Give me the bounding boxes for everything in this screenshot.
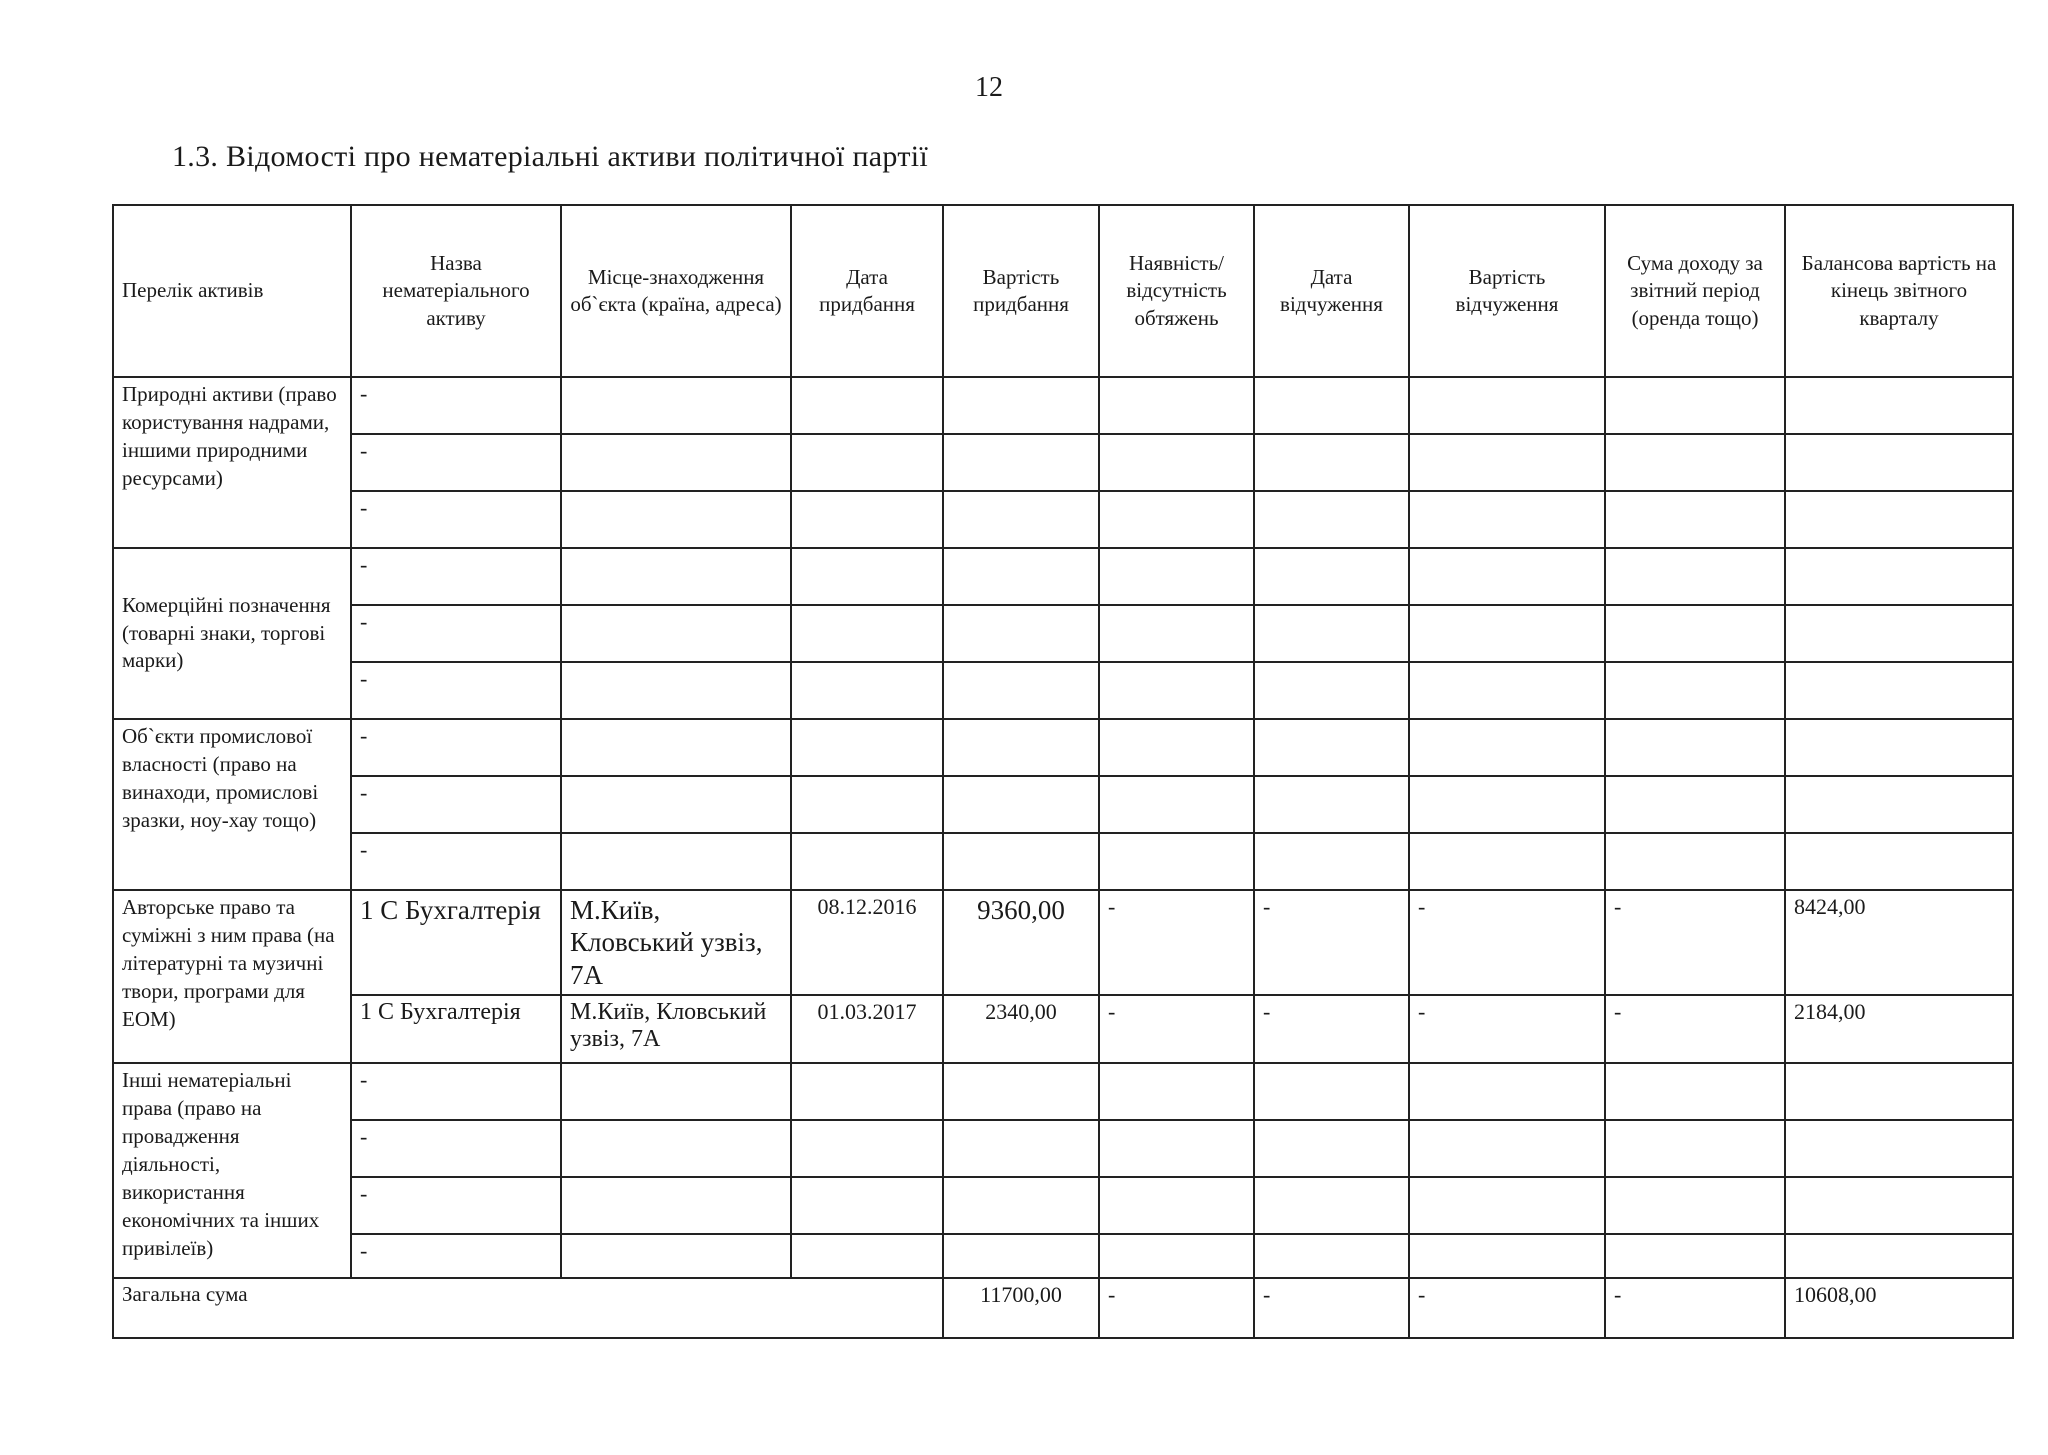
header-location: Місце-знаходження об`єкта (країна, адреса) (561, 205, 791, 377)
asset-name: 1 С Бухгалтерія (351, 995, 561, 1063)
header-income: Сума доходу за звітний період (оренда тощо) (1605, 205, 1785, 377)
dash-cell: - (351, 491, 561, 548)
balance-value: 8424,00 (1785, 890, 2013, 995)
table-row (113, 548, 2013, 605)
intangible-assets-table (112, 204, 2014, 1339)
dash-cell: - (351, 605, 561, 662)
table-row (113, 605, 2013, 662)
dash-cell: - (351, 662, 561, 719)
asset-name: 1 С Бухгалтерія (351, 890, 561, 995)
category-other-rights: Інші нематеріальні права (право на провадження діяльності, використання економічних та інших привілеїв) (113, 1063, 351, 1278)
dash-cell: - (351, 1063, 561, 1120)
category-commercial-designations: Комерційні позначення (товарні знаки, торгові марки) (113, 548, 351, 719)
header-balance: Балансова вартість на кінець звітного кварталу (1785, 205, 2013, 377)
dash-cell: - (351, 377, 561, 434)
encumbrance: - (1099, 995, 1254, 1063)
encumbrance: - (1099, 890, 1254, 995)
asset-location: М.Київ, Кловський узвіз, 7А (561, 890, 791, 995)
table-row (113, 662, 2013, 719)
dash-cell: - (351, 1234, 561, 1278)
dash-cell: - (351, 548, 561, 605)
dash-cell: - (351, 776, 561, 833)
balance-value: 2184,00 (1785, 995, 2013, 1063)
total-balance: 10608,00 (1785, 1278, 2013, 1338)
header-asset-list: Перелік активів (113, 205, 351, 377)
total-disposal-date: - (1254, 1278, 1409, 1338)
dash-cell: - (351, 1177, 561, 1234)
total-encumbrance: - (1099, 1278, 1254, 1338)
page-number: 12 (975, 72, 1003, 103)
table-row (113, 377, 2013, 434)
table-row (113, 995, 2013, 1063)
disposal-cost: - (1409, 890, 1605, 995)
header-purchase-cost: Вартість придбання (943, 205, 1099, 377)
purchase-cost: 2340,00 (943, 995, 1099, 1063)
disposal-cost: - (1409, 995, 1605, 1063)
purchase-date: 01.03.2017 (791, 995, 943, 1063)
dash-cell: - (351, 833, 561, 890)
header-row (113, 205, 2013, 377)
category-natural-assets: Природні активи (право користування надрами, іншими природними ресурсами) (113, 377, 351, 548)
header-encumbrance: Наявність/ відсутність обтяжень (1099, 205, 1254, 377)
total-label: Загальна сума (113, 1278, 943, 1338)
table-row (113, 776, 2013, 833)
header-asset-name: Назва нематеріального активу (351, 205, 561, 377)
header-disposal-date: Дата відчуження (1254, 205, 1409, 377)
category-copyright: Авторське право та суміжні з ним права (на літературні та музичні твори, програми для ЕОМ) (113, 890, 351, 1063)
dash-cell: - (351, 1120, 561, 1177)
dash-cell: - (351, 719, 561, 776)
income: - (1605, 890, 1785, 995)
purchase-date: 08.12.2016 (791, 890, 943, 995)
table-row (113, 1177, 2013, 1234)
disposal-date: - (1254, 890, 1409, 995)
purchase-cost: 9360,00 (943, 890, 1099, 995)
table-row (113, 719, 2013, 776)
income: - (1605, 995, 1785, 1063)
table-row (113, 833, 2013, 890)
table-row (113, 1063, 2013, 1120)
category-industrial-property: Об`єкти промислової власності (право на винаходи, промислові зразки, ноу-хау тощо) (113, 719, 351, 890)
disposal-date: - (1254, 995, 1409, 1063)
asset-location: М.Київ, Кловський узвіз, 7А (561, 995, 791, 1063)
total-disposal-cost: - (1409, 1278, 1605, 1338)
table-row (113, 890, 2013, 995)
header-purchase-date: Дата придбання (791, 205, 943, 377)
total-income: - (1605, 1278, 1785, 1338)
table-row (113, 1120, 2013, 1177)
table-row (113, 491, 2013, 548)
dash-cell: - (351, 434, 561, 491)
total-cost: 11700,00 (943, 1278, 1099, 1338)
table-row (113, 1234, 2013, 1278)
table-row (113, 434, 2013, 491)
header-disposal-cost: Вартість відчуження (1409, 205, 1605, 377)
section-title: 1.3. Відомості про нематеріальні активи політичної партії (172, 140, 928, 173)
total-row (113, 1278, 2013, 1338)
